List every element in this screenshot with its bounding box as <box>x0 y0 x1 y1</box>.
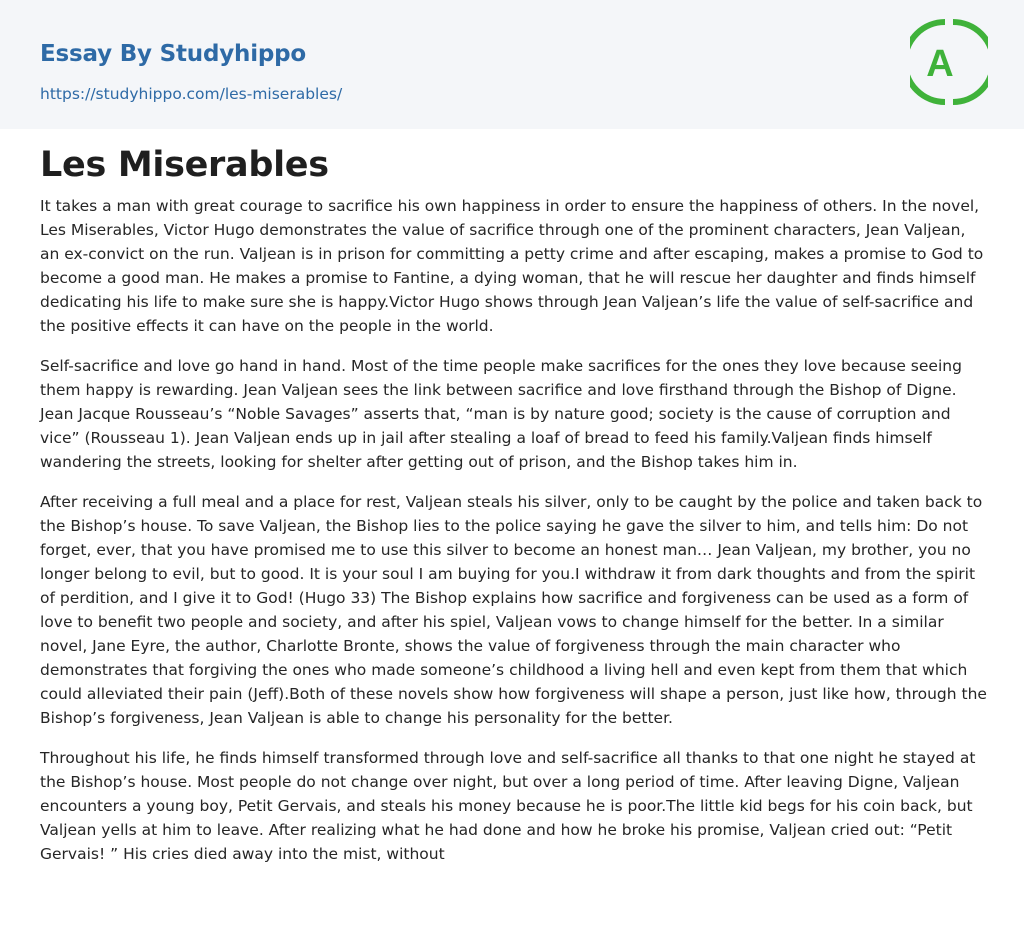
brand-title[interactable]: Essay By Studyhippo <box>40 41 307 67</box>
logo-letter: A <box>926 43 954 85</box>
essay-body <box>40 194 988 882</box>
essay-title: Les Miserables <box>40 145 329 185</box>
studyhippo-logo-icon[interactable] <box>910 18 988 106</box>
site-header <box>0 0 1024 129</box>
logo-arc-right-icon <box>953 22 988 102</box>
essay-url-link[interactable]: https://studyhippo.com/les-miserables/ <box>40 85 343 103</box>
essay-paragraph: After receiving a full meal and a place for rest, Valjean steals his silver, only to be caught by the police and taken back to the Bishop’s house. To save Valjean, the Bishop lies to the police saying he gave the silver to him, and tells him: Do not forget, ever, that you have promised me to use this silver to become an honest man… Jean Valjean, my brother, you no longer belong to evil, but to good. It is your soul I am buying for you.I withdraw it from dark thoughts and from the spirit of perdition, and I give it to God! (Hugo 33) The Bishop explains how sacrifice and forgiveness can be used as a form of love to benefit two people and society, and after his spiel, Valjean vows to change himself for the better. In a similar novel, Jane Eyre, the author, Charlotte Bronte, shows the value of forgiveness through the main character who demonstrates that forgiving the ones who made someone’s childhood a living hell and even kept from them that which could alleviated their pain (Jeff).Both of these novels show how forgiveness will shape a person, just like how, through the Bishop’s forgiveness, Jean Valjean is able to change his personality for the better. <box>40 493 987 727</box>
essay-paragraph: Self-sacrifice and love go hand in hand. Most of the time people make sacrifices for the ones they love because seeing them happy is rewarding. Jean Valjean sees the link between sacrifice and love firsthand through the Bishop of Digne. Jean Jacque Rousseau’s “Noble Savages” asserts that, “man is by nature good; society is the cause of corruption and vice” (Rousseau 1). Jean Valjean ends up in jail after stealing a loaf of bread to feed his family.Valjean finds himself wandering the streets, looking for shelter after getting out of prison, and the Bishop takes him in. <box>40 357 962 471</box>
essay-paragraph: It takes a man with great courage to sacrifice his own happiness in order to ensure the happiness of others. In the novel, Les Miserables, Victor Hugo demonstrates the value of sacrifice through one of the prominent characters, Jean Valjean, an ex-convict on the run. Valjean is in prison for committing a petty crime and after escaping, makes a promise to God to become a good man. He makes a promise to Fantine, a dying woman, that he will rescue her daughter and finds himself dedicating his life to make sure she is happy.Victor Hugo shows through Jean Valjean’s life the value of self-sacrifice and the positive effects it can have on the people in the world. <box>40 197 984 335</box>
essay-paragraph: Throughout his life, he finds himself transformed through love and self-sacrifice all thanks to that one night he stayed at the Bishop’s house. Most people do not change over night, but over a long period of time. After leaving Digne, Valjean encounters a young boy, Petit Gervais, and steals his money because he is poor.The little kid begs for his coin back, but Valjean yells at him to leave. After realizing what he had done and how he broke his promise, Valjean cried out: “Petit Gervais! ” His cries died away into the mist, without <box>40 749 976 863</box>
